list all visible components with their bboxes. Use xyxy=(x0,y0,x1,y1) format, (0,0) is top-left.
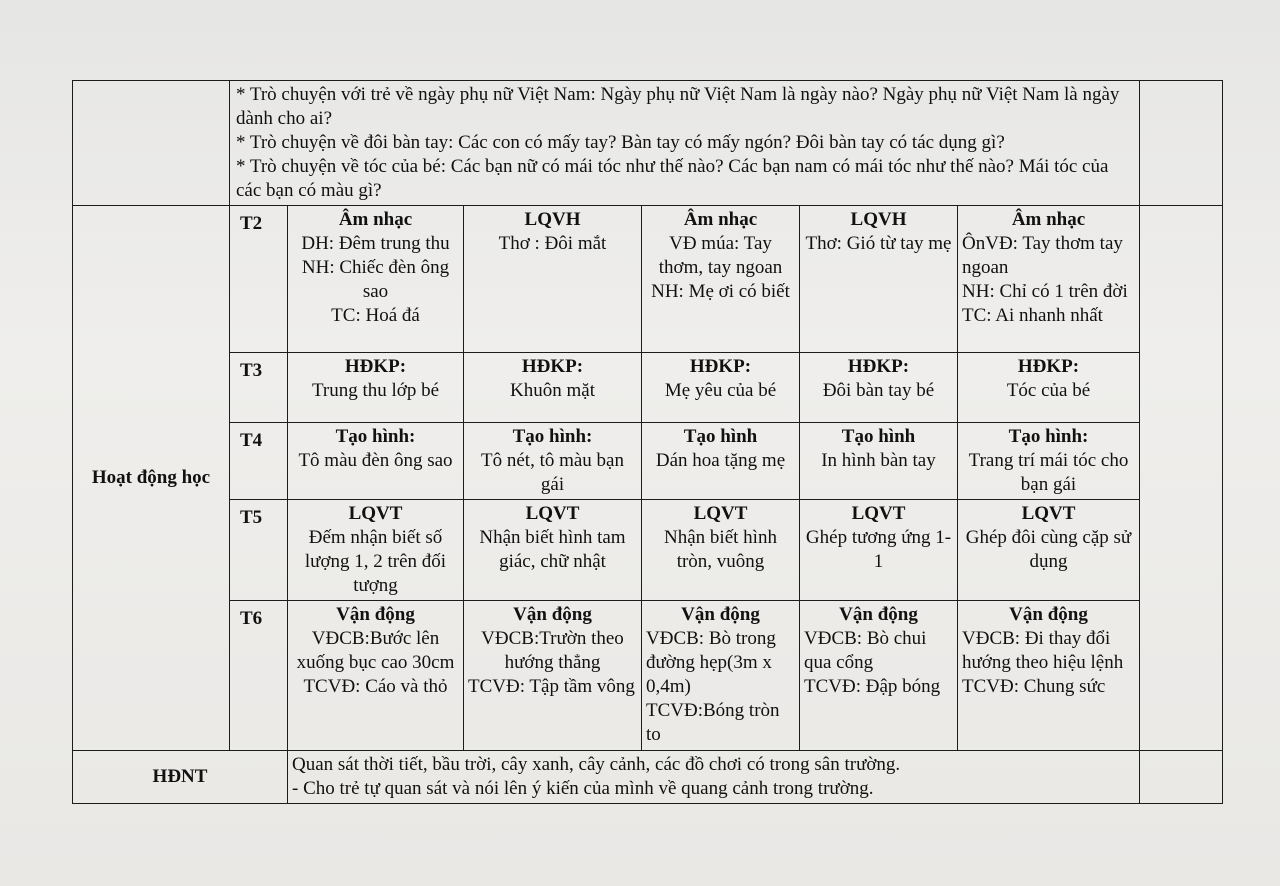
intro-row xyxy=(73,81,1223,206)
activity-line: Trung thu lớp bé xyxy=(311,380,440,401)
activity-line: Tóc của bé xyxy=(1006,380,1091,401)
day-label: T5 xyxy=(230,500,288,601)
activity-title: LQVT xyxy=(348,503,403,524)
intro-line: * Trò chuyện về tóc của bé: Các bạn nữ có mái tóc như thế nào? Các bạn nam có mái tóc như thế nào? Mái tóc của các bạn có màu gì? xyxy=(236,156,1109,201)
activity-line: Thơ: Gió từ tay mẹ xyxy=(805,233,952,254)
activity-title: HĐKP: xyxy=(1017,356,1080,377)
hdnt-line: Quan sát thời tiết, bầu trời, cây xanh, cây cảnh, các đồ chơi có trong sân trường. xyxy=(292,754,901,775)
hoat-dong-hoc-label: Hoạt động học xyxy=(73,206,230,751)
day-row-t5 xyxy=(73,500,1223,601)
activity-line: Tô màu đèn ông sao xyxy=(298,450,453,471)
activity-title: LQVT xyxy=(851,503,906,524)
activity-cell xyxy=(464,206,642,353)
activity-cell xyxy=(642,500,800,601)
intro-text xyxy=(230,81,1140,206)
activity-line: TCVĐ:Bóng tròn to xyxy=(646,700,780,745)
activity-title: Vận động xyxy=(513,604,592,625)
activity-line: TCVĐ: Đập bóng xyxy=(804,676,941,697)
activity-cell xyxy=(800,206,958,353)
day-row-t4 xyxy=(73,423,1223,500)
activity-line: DH: Đêm trung thu xyxy=(301,233,450,254)
activity-title: Âm nhạc xyxy=(1011,209,1086,230)
hdnt-row xyxy=(73,751,1223,804)
notes-column xyxy=(1140,206,1223,751)
day-label: T4 xyxy=(230,423,288,500)
activity-line: VĐCB: Bò chui qua cổng xyxy=(804,628,927,673)
activity-line: Đôi bàn tay bé xyxy=(822,380,935,401)
day-row-t6 xyxy=(73,601,1223,751)
activity-title: Âm nhạc xyxy=(338,209,413,230)
activity-cell xyxy=(800,353,958,423)
activity-cell xyxy=(288,601,464,751)
activity-line: TC: Hoá đá xyxy=(331,305,420,326)
activity-title: Vận động xyxy=(1009,604,1088,625)
activity-line: VĐCB:Bước lên xuống bục cao 30cm xyxy=(296,628,455,673)
empty-label-cell xyxy=(73,81,230,206)
activity-line: NH: Mẹ ơi có biết xyxy=(651,281,790,302)
activity-title: HĐKP: xyxy=(344,356,407,377)
activity-line: VĐCB: Đi thay đổi hướng theo hiệu lệnh xyxy=(962,628,1124,673)
activity-line: TCVĐ: Chung sức xyxy=(962,676,1106,697)
activity-cell xyxy=(464,353,642,423)
activity-title: HĐKP: xyxy=(521,356,584,377)
activity-line: VĐCB: Bò trong đường hẹp(3m x 0,4m) xyxy=(646,628,776,697)
activity-title: Tạo hình: xyxy=(1008,426,1089,447)
activity-title: Tạo hình: xyxy=(512,426,593,447)
activity-cell xyxy=(958,500,1140,601)
hdnt-label: HĐNT xyxy=(73,751,288,804)
activity-line: Khuôn mặt xyxy=(510,380,595,401)
activity-line: TCVĐ: Tập tầm vông xyxy=(468,676,635,697)
day-row-t2 xyxy=(73,206,1223,353)
activity-cell xyxy=(642,601,800,751)
activity-title: Tạo hình xyxy=(841,426,916,447)
activity-cell xyxy=(288,423,464,500)
activity-cell xyxy=(958,423,1140,500)
intro-line: * Trò chuyện với trẻ về ngày phụ nữ Việt Nam: Ngày phụ nữ Việt Nam là ngày nào? Ngày phụ nữ Việt Nam là ngày dành cho ai? xyxy=(236,84,1120,129)
activity-title: Vận động xyxy=(336,604,415,625)
activity-cell xyxy=(800,601,958,751)
activity-cell xyxy=(288,353,464,423)
activity-line: Nhận biết hình tròn, vuông xyxy=(664,527,777,572)
activity-cell xyxy=(464,601,642,751)
activity-line: ÔnVĐ: Tay thơm tay ngoan xyxy=(962,233,1123,278)
empty-notes-cell xyxy=(1140,751,1223,804)
activity-title: LQVH xyxy=(850,209,907,230)
activity-title: Tạo hình: xyxy=(335,426,416,447)
empty-notes-cell xyxy=(1140,81,1223,206)
activity-cell xyxy=(958,206,1140,353)
activity-line: TC: Ai nhanh nhất xyxy=(962,305,1103,326)
activity-cell xyxy=(642,206,800,353)
lesson-plan-table xyxy=(72,80,1223,804)
activity-line: Mẹ yêu của bé xyxy=(664,380,777,401)
activity-title: LQVT xyxy=(693,503,748,524)
activity-cell xyxy=(288,500,464,601)
activity-title: Vận động xyxy=(839,604,918,625)
activity-line: Dán hoa tặng mẹ xyxy=(655,450,786,471)
activity-line: NH: Chiếc đèn ông sao xyxy=(301,257,450,302)
activity-line: Tô nét, tô màu bạn gái xyxy=(481,450,624,495)
activity-cell xyxy=(642,353,800,423)
activity-title: Tạo hình xyxy=(683,426,758,447)
activity-line: VĐ múa: Tay thơm, tay ngoan xyxy=(658,233,783,278)
activity-title: HĐKP: xyxy=(689,356,752,377)
activity-line: VĐCB:Trườn theo hướng thẳng xyxy=(481,628,624,673)
activity-line: In hình bàn tay xyxy=(821,450,936,471)
activity-cell xyxy=(800,423,958,500)
activity-line: Đếm nhận biết số lượng 1, 2 trên đối tượng xyxy=(304,527,447,596)
activity-cell xyxy=(642,423,800,500)
day-label: T3 xyxy=(230,353,288,423)
activity-line: Nhận biết hình tam giác, chữ nhật xyxy=(479,527,626,572)
activity-title: LQVT xyxy=(1021,503,1076,524)
activity-title: Vận động xyxy=(681,604,760,625)
activity-cell xyxy=(958,353,1140,423)
hdnt-text xyxy=(288,751,1140,804)
intro-line: * Trò chuyện về đôi bàn tay: Các con có mấy tay? Bàn tay có mấy ngón? Đôi bàn tay có tác dụng gì? xyxy=(236,132,1005,153)
activity-cell xyxy=(464,500,642,601)
activity-line: Ghép tương ứng 1-1 xyxy=(805,527,952,572)
activity-line: Thơ : Đôi mắt xyxy=(498,233,607,254)
activity-title: HĐKP: xyxy=(847,356,910,377)
activity-cell xyxy=(464,423,642,500)
hdnt-line: - Cho trẻ tự quan sát và nói lên ý kiến của mình về quang cảnh trong trường. xyxy=(292,778,874,799)
activity-title: LQVT xyxy=(525,503,580,524)
activity-line: NH: Chỉ có 1 trên đời xyxy=(962,281,1128,302)
day-row-t3 xyxy=(73,353,1223,423)
day-label: T6 xyxy=(230,601,288,751)
activity-title: Âm nhạc xyxy=(683,209,758,230)
activity-line: Trang trí mái tóc cho bạn gái xyxy=(968,450,1129,495)
activity-cell xyxy=(958,601,1140,751)
activity-cell xyxy=(800,500,958,601)
day-label: T2 xyxy=(230,206,288,353)
activity-cell xyxy=(288,206,464,353)
activity-line: TCVĐ: Cáo và thỏ xyxy=(303,676,448,697)
activity-line: Ghép đôi cùng cặp sử dụng xyxy=(965,527,1132,572)
activity-title: LQVH xyxy=(524,209,581,230)
